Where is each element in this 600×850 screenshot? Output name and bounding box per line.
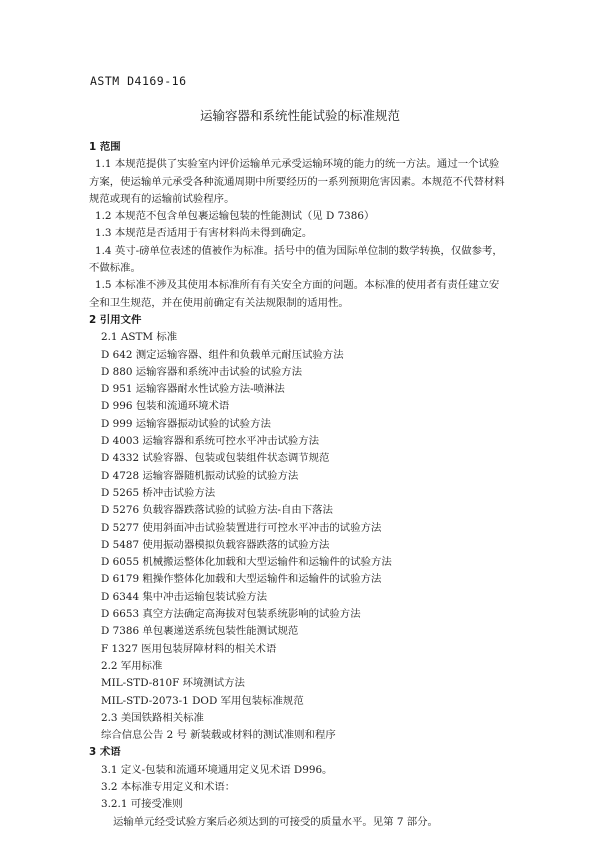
list-item: D 4332 试验容器、包装或包装组件状态调节规范 (101, 452, 330, 465)
list-item: D 5277 使用斜面冲击试验装置进行可控水平冲击的试验方法 (101, 521, 382, 534)
document-title: 运输容器和系统性能试验的标准规范 (199, 108, 400, 123)
list-item: F 1327 医用包装屏障材料的相关术语 (101, 642, 277, 655)
list-item: D 996 包装和流通环境术语 (101, 400, 230, 413)
list-item: D 5276 负载容器跌落试验的试验方法-自由下落法 (101, 504, 333, 517)
list-item: D 6344 集中冲击运输包装试验方法 (101, 590, 268, 603)
list-item: D 4003 运输容器和系统可控水平冲击试验方法 (101, 435, 320, 448)
definition-acceptance-criteria: 运输单元经受试验方案后必须达到的可接受的质量水平。见第 7 部分。 (113, 815, 438, 828)
list-item: D 880 运输容器和系统冲击试验的试验方法 (101, 365, 303, 378)
paragraph-3-2-1: 3.2.1 可接受准则 (101, 798, 183, 811)
paragraph-3-2: 3.2 本标准专用定义和术语： (101, 780, 236, 793)
list-item: D 999 运输容器振动试验的试验方法 (101, 417, 271, 430)
paragraph-1-5-cont: 全和卫生规范，并在使用前确定有关法规限制的适用性。 (89, 296, 349, 309)
paragraph-1-3: 1.3 本规范是否适用于有害材料尚未得到确定。 (95, 227, 313, 240)
paragraph-1-1-cont: 方案，使运输单元承受各种流通周期中所要经历的一系列预期危害因素。本规范不代替材料 (89, 175, 505, 188)
list-item: D 6179 粗操作整体化加载和大型运输件和运输件的试验方法 (101, 573, 382, 586)
paragraph-1-2: 1.2 本规范不包含单包裹运输包装的性能测试（见 D 7386） (95, 210, 375, 223)
list-item: D 7386 单包裹递送系统包装性能测试规范 (101, 625, 299, 638)
section-heading-terminology: 3 术语 (89, 746, 121, 759)
list-item: MIL-STD-810F 环境测试方法 (101, 677, 245, 690)
list-item: D 6055 机械搬运整体化加载和大型运输件和运输件的试验方法 (101, 556, 392, 569)
subsection-railroad-standards: 2.3 美国铁路相关标准 (101, 711, 204, 724)
section-heading-scope: 1 范围 (89, 141, 121, 153)
railroad-standard-list (89, 727, 529, 744)
list-item: D 5487 使用振动器模拟负载容器跌落的试验方法 (101, 538, 330, 551)
paragraph-1-4: 1.4 英寸-磅单位表述的值被作为标准。括号中的值为国际单位制的数学转换，仅做参考， (95, 244, 503, 257)
list-item: D 4728 运输容器随机振动试验的试验方法 (101, 469, 299, 482)
section-heading-references: 2 引用文件 (89, 313, 142, 326)
paragraph-1-4-cont: 不做标准。 (89, 262, 141, 275)
paragraph-3-1: 3.1 定义-包装和流通环境通用定义见术语 D996。 (101, 763, 333, 776)
list-item: D 951 运输容器耐水性试验方法-喷淋法 (101, 383, 285, 396)
military-standard-list (89, 675, 529, 710)
list-item: D 5265 桥冲击试验方法 (101, 486, 216, 499)
list-item: D 6653 真空方法确定高海拔对包装系统影响的试验方法 (101, 608, 361, 621)
paragraph-1-1-cont2: 规范或现有的运输前试验程序。 (89, 192, 235, 205)
astm-standard-list (89, 347, 529, 658)
document-body (89, 139, 529, 831)
list-item: MIL-STD-2073-1 DOD 军用包装标准规范 (101, 694, 304, 707)
list-item: D 642 测定运输容器、组件和负载单元耐压试验方法 (101, 348, 344, 361)
paragraph-1-1: 1.1 本规范提供了实验室内评价运输单元承受运输环境的能力的统一方法。通过一个试验 (95, 158, 500, 171)
document-id: ASTM D4169-16 (90, 74, 187, 88)
list-item: 综合信息公告 2 号 新装载或材料的测试准则和程序 (101, 729, 336, 742)
subsection-military-standards: 2.2 军用标准 (101, 659, 163, 672)
paragraph-1-5: 1.5 本标准不涉及其使用本标准所有有关安全方面的问题。本标准的使用者有责任建立安 (95, 279, 500, 292)
subsection-astm-standards: 2.1 ASTM 标准 (101, 331, 178, 344)
